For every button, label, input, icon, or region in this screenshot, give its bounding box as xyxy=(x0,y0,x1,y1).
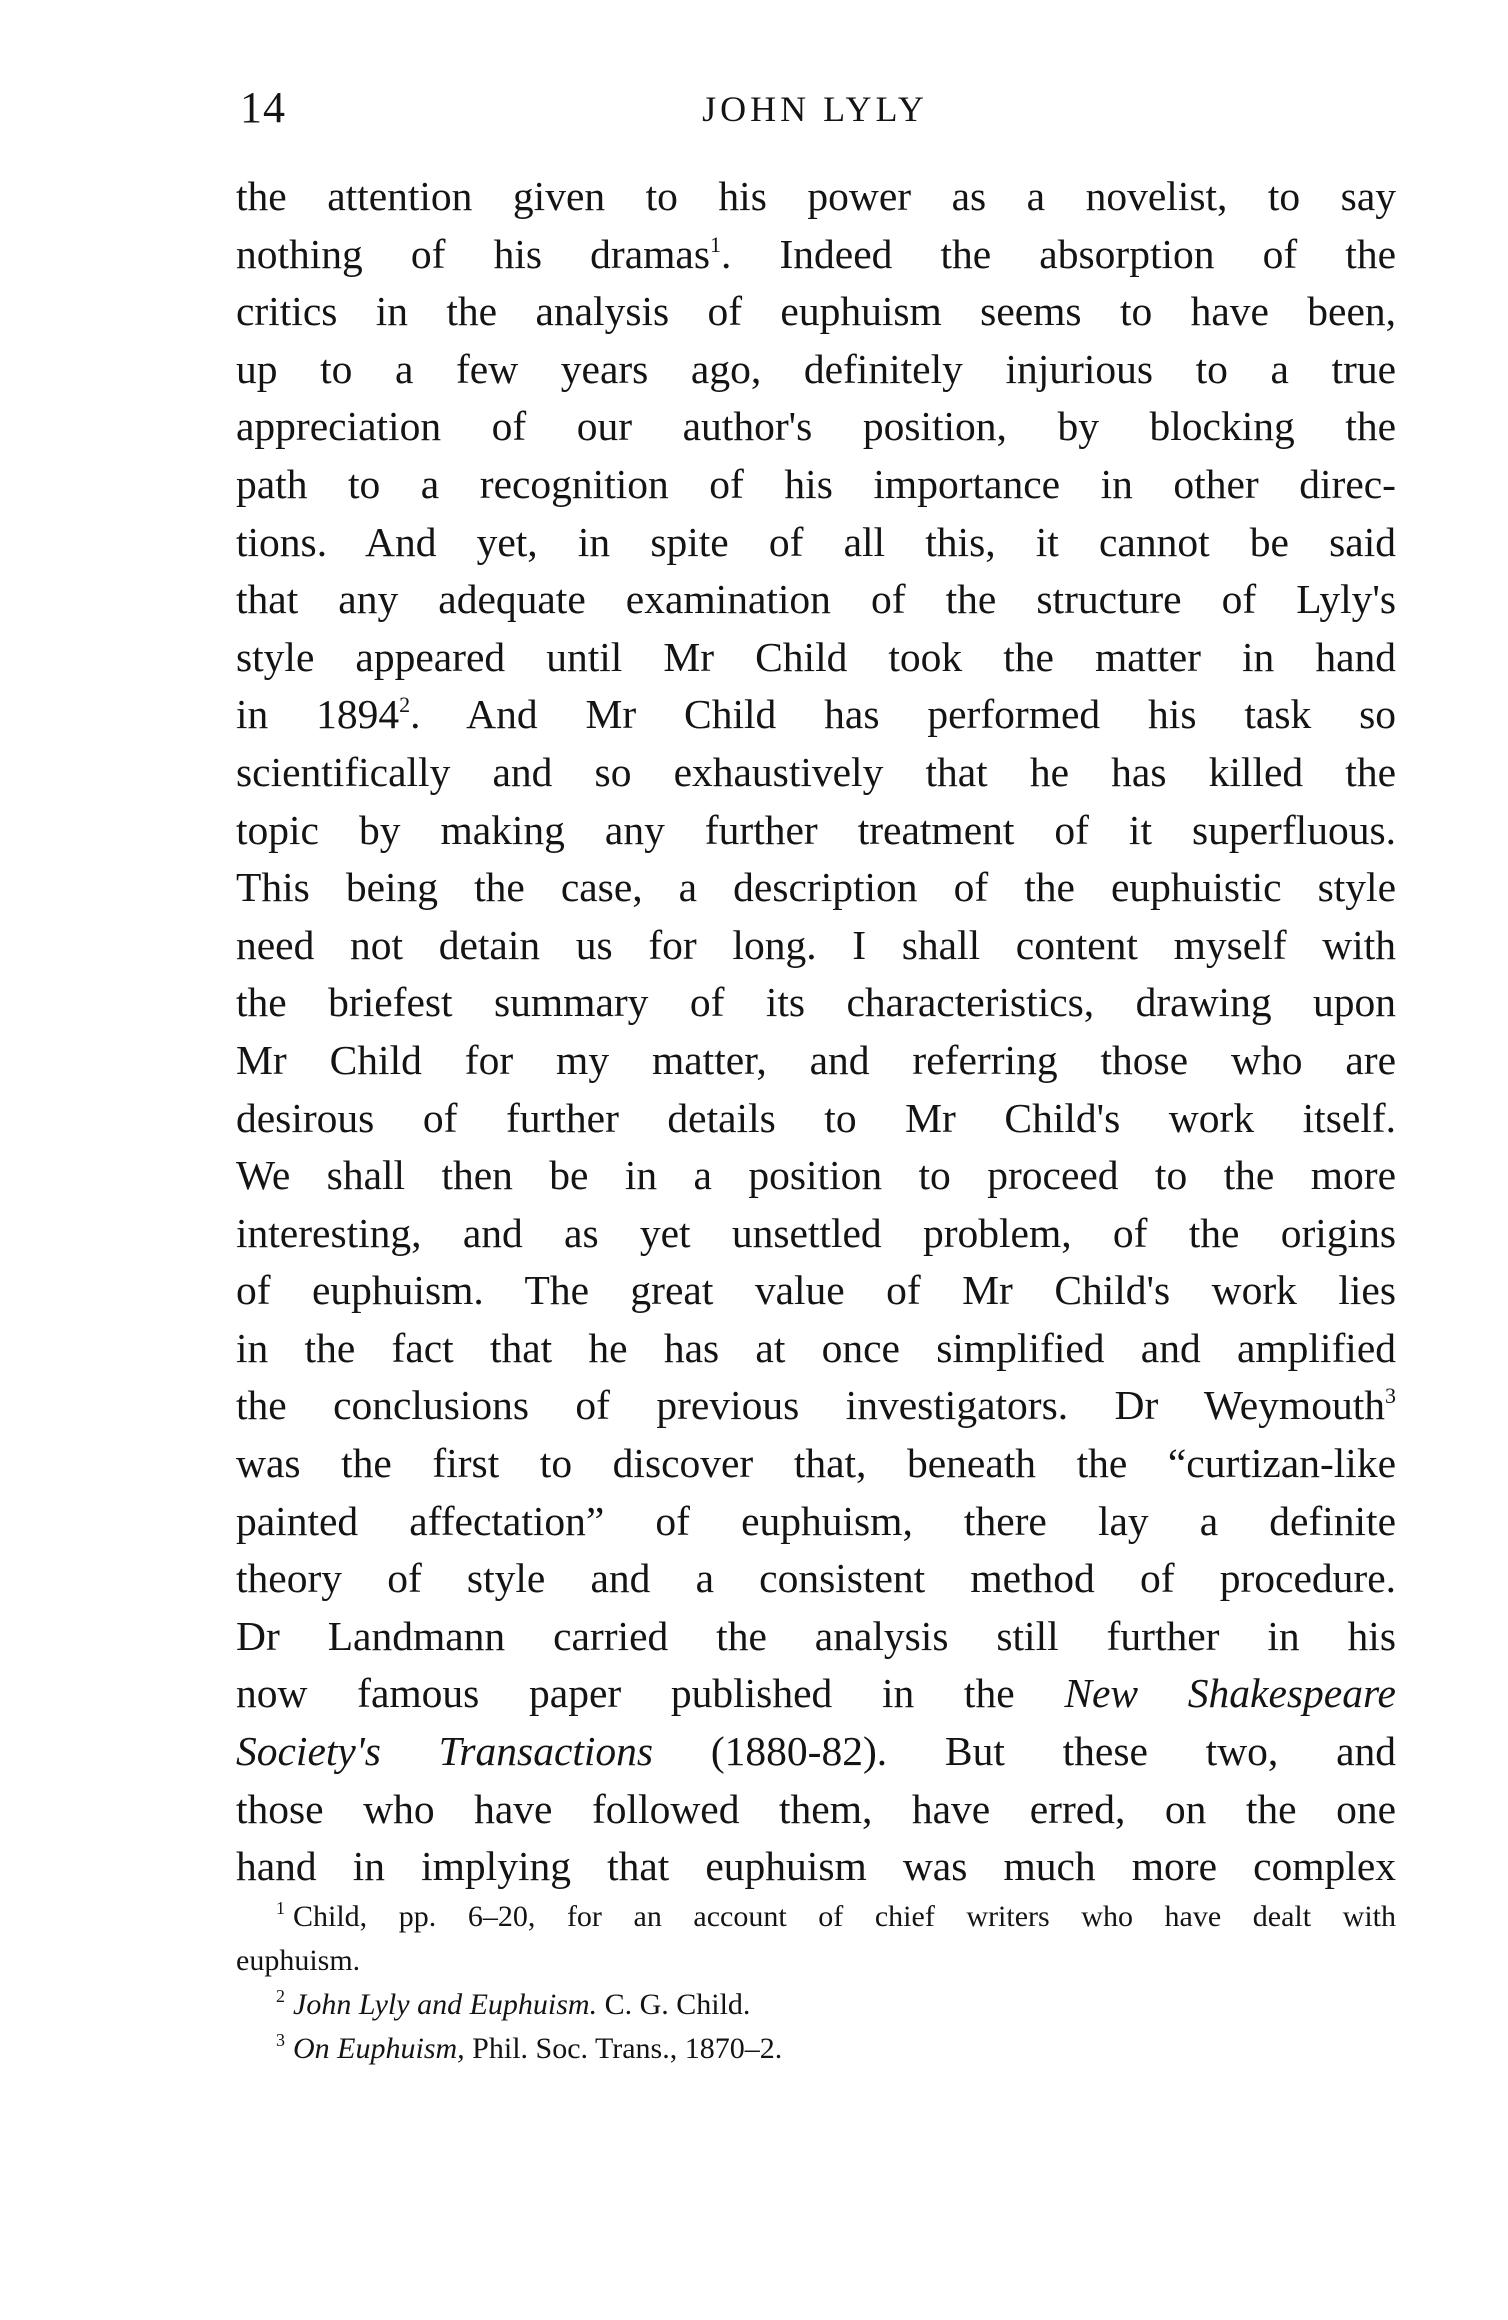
text-line: up to a few years ago, definitely injurious to a true xyxy=(236,345,1396,392)
footnote-ref-2[interactable]: 2 xyxy=(399,692,411,718)
text-line: hand in implying that euphuism was much more complex xyxy=(236,1843,1396,1890)
text-line: desirous of further details to Mr Child's work itself. xyxy=(236,1094,1396,1141)
text-line: was the first to discover that, beneath the “curtizan-like xyxy=(236,1440,1396,1487)
text-line xyxy=(236,686,1396,744)
text-line xyxy=(236,226,1396,284)
text-segment: . Indeed the absorption of the xyxy=(720,230,1396,277)
italic-title: Society's Transactions xyxy=(236,1728,654,1775)
text-line: interesting, and as yet unsettled problem, of the origins xyxy=(236,1209,1396,1256)
text-line xyxy=(236,1723,1396,1781)
text-line: the attention given to his power as a novelist, to say xyxy=(236,173,1396,219)
footnote-3 xyxy=(236,2027,1396,2071)
footnote-1 xyxy=(236,1895,1396,1939)
running-title: JOHN LYLY xyxy=(702,89,928,129)
text-segment: now famous paper published in the xyxy=(236,1670,1065,1717)
text-line: This being the case, a description of the euphuistic style xyxy=(236,864,1396,911)
text-line: painted affectation” of euphuism, there lay a definite xyxy=(236,1497,1396,1544)
text-segment: nothing of his dramas xyxy=(236,230,710,277)
text-segment: . And Mr Child has performed his task so xyxy=(410,691,1396,738)
text-line: We shall then be in a position to proceed to the more xyxy=(236,1152,1396,1199)
footnote-2 xyxy=(236,1983,1396,2027)
text-line: the briefest summary of its characteristics, drawing upon xyxy=(236,979,1396,1026)
text-segment: (1880-82). But these two, and xyxy=(653,1728,1396,1775)
footnote-ref-1[interactable]: 1 xyxy=(709,231,721,257)
text-line: path to a recognition of his importance in other direc- xyxy=(236,460,1396,507)
footnote-mark: 1 xyxy=(276,1898,285,1918)
page-number: 14 xyxy=(240,83,286,132)
text-line: topic by making any further treatment of it superfluous. xyxy=(236,806,1396,853)
text-line: appreciation of our author's position, by blocking the xyxy=(236,403,1396,450)
footnote-text: Phil. Soc. Trans., 1870–2. xyxy=(464,2032,783,2065)
text-segment: in 1894 xyxy=(236,691,400,738)
text-line: style appeared until Mr Child took the matter in hand xyxy=(236,633,1396,680)
text-line: those who have followed them, have erred, on the one xyxy=(236,1785,1396,1832)
footnote-1-continuation: euphuism. xyxy=(236,1944,361,1977)
body-paragraph xyxy=(236,168,1396,1896)
text-line: tions. And yet, in spite of all this, it cannot be said xyxy=(236,518,1396,565)
footnotes xyxy=(236,1895,1396,2071)
text-line: need not detain us for long. I shall content myself with xyxy=(236,921,1396,968)
running-head xyxy=(240,82,1390,142)
footnote-text: Child, pp. 6–20, for an account of chief writers who have dealt with xyxy=(293,1900,1396,1933)
footnote-mark: 3 xyxy=(276,2030,285,2050)
text-line: Mr Child for my matter, and referring those who are xyxy=(236,1036,1396,1083)
text-line: theory of style and a consistent method of procedure. xyxy=(236,1555,1396,1602)
text-line: of euphuism. The great value of Mr Child's work lies xyxy=(236,1267,1396,1314)
text-line xyxy=(236,1377,1396,1435)
footnote-ref-3[interactable]: 3 xyxy=(1385,1383,1396,1409)
text-line xyxy=(236,1665,1396,1723)
text-line: in the fact that he has at once simplified and amplified xyxy=(236,1324,1396,1371)
footnote-text: C. G. Child. xyxy=(597,1988,751,2021)
text-line: Dr Landmann carried the analysis still further in his xyxy=(236,1612,1396,1659)
footnote-italic: John Lyly and Euphuism. xyxy=(293,1988,598,2021)
italic-title: New Shakespeare xyxy=(1064,1670,1396,1717)
text-line: that any adequate examination of the structure of Lyly's xyxy=(236,576,1396,623)
text-segment: the conclusions of previous investigators. Dr Weymouth xyxy=(236,1382,1385,1429)
footnote-italic: On Euphuism, xyxy=(293,2032,465,2065)
text-line: critics in the analysis of euphuism seems to have been, xyxy=(236,288,1396,335)
footnote-mark: 2 xyxy=(276,1986,285,2006)
text-line: scientifically and so exhaustively that he has killed the xyxy=(236,748,1396,795)
